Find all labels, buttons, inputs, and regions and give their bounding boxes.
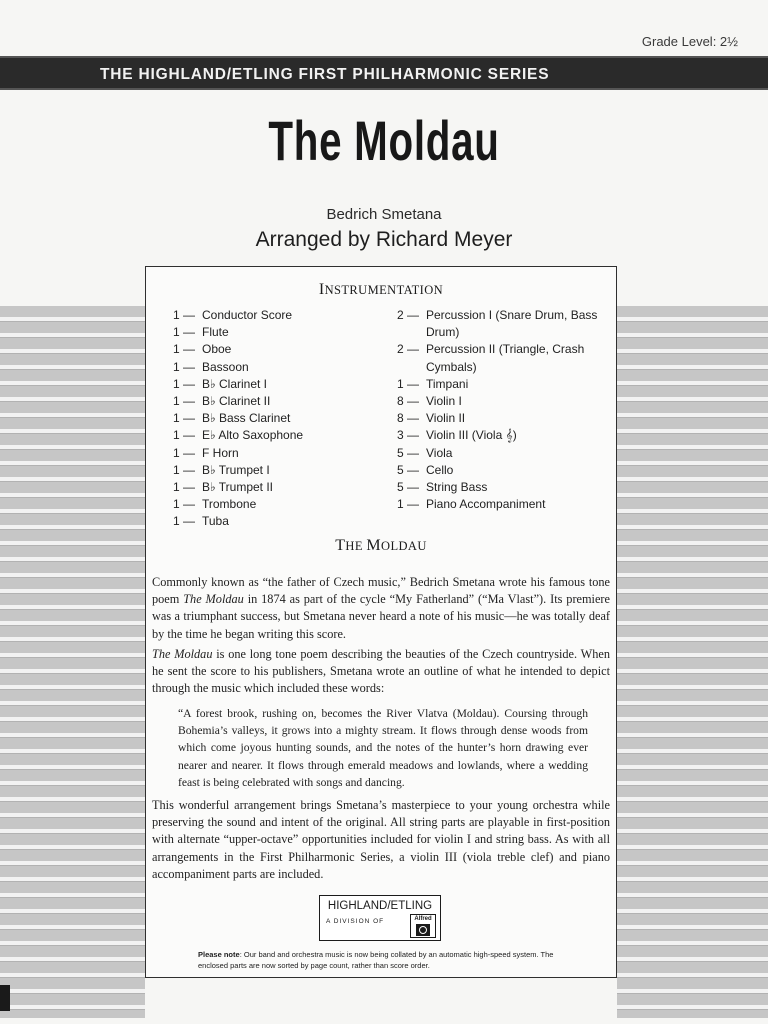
instrument-item: [397, 376, 612, 393]
instrument-count: 1 —: [173, 359, 196, 374]
instrument-count: 5 —: [397, 480, 420, 495]
publisher-name: HIGHLAND/ETLING: [327, 900, 433, 912]
instrument-name: Conductor Score: [202, 308, 293, 322]
instrument-item: [173, 341, 373, 358]
instrument-name: Violin I: [426, 394, 462, 409]
instrument-count: 8 —: [397, 411, 420, 426]
instrument-count: 1 —: [173, 394, 196, 409]
collation-note: Please note: Our band and orchestra music is now being collated by an automatic high-speed system. The enclosed parts are now sorted by page count, rather than score order.: [198, 950, 554, 970]
alfred-logo-icon: Alfred: [410, 914, 436, 938]
instrument-item: [173, 324, 373, 341]
instrument-name: Flute: [202, 325, 229, 340]
info-panel: [145, 266, 617, 978]
instrument-name: Oboe: [202, 342, 232, 357]
instrument-count: 1 —: [173, 428, 196, 443]
instrument-name: Percussion I (Snare Drum, Bass Drum): [426, 308, 598, 340]
right-stripe-decoration: [617, 306, 768, 1018]
instrument-item: [397, 479, 612, 496]
about-heading: THE MOLDAU: [335, 537, 427, 554]
instrument-count: 1 —: [173, 376, 196, 391]
publisher-division: A DIVISION OF: [326, 918, 385, 925]
instrument-count: 8 —: [397, 394, 420, 409]
instrument-name: B♭ Trumpet II: [202, 480, 274, 495]
instrument-item: [173, 445, 373, 462]
instrument-count: 1 —: [173, 411, 196, 426]
instrument-count: 3 —: [397, 428, 420, 443]
page-title: The Moldau: [268, 109, 500, 172]
instrument-name: Tuba: [202, 514, 229, 529]
instrument-item: [397, 410, 612, 427]
instrument-name: Percussion II (Triangle, Crash Cymbals): [426, 342, 585, 374]
arranger: Arranged by Richard Meyer: [255, 228, 513, 251]
instrument-item: [173, 427, 373, 444]
instrument-count: 1 —: [173, 480, 196, 495]
instrument-count: 2 —: [397, 342, 420, 357]
instrument-item: [173, 359, 373, 376]
paragraph-arrangement: This wonderful arrangement brings Smetana’s masterpiece to your young orchestra while preserving the sound and intent of the original. All string parts are playable in first-position with alternate “upper-octave” opportunities included for violin I and string bass. As with all arrangements in the First Philharmonic Series, a violin III (viola treble clef) and piano accompaniment parts are included.: [152, 798, 610, 881]
edge-mark: [0, 985, 10, 1011]
instrumentation-heading: INSTRUMENTATION: [318, 281, 444, 298]
paragraph-description: The Moldau is one long tone poem describing the beauties of the Czech countryside. When he sent the score to his publishers, Smetana wrote an outline of what he intended to depict through the music which included these words:: [152, 647, 610, 696]
instrument-count: 1 —: [173, 462, 196, 477]
instrument-name: Viola: [426, 445, 453, 460]
instrument-list-right: [397, 307, 612, 513]
instrument-count: 1 —: [173, 445, 196, 460]
instrument-count: 1 —: [173, 325, 196, 340]
instrument-name: Trombone: [202, 497, 257, 512]
instrument-item: [173, 410, 373, 427]
instrument-name: String Bass: [426, 480, 488, 495]
instrument-list-left: [173, 307, 373, 531]
instrument-item: [173, 393, 373, 410]
instrument-name: B♭ Trumpet I: [202, 462, 270, 477]
series-title: THE HIGHLAND/ETLING FIRST PHILHARMONIC SERIES: [100, 66, 550, 83]
instrument-name: Bassoon: [202, 359, 249, 374]
instrument-count: 1 —: [397, 376, 420, 391]
instrument-name: B♭ Bass Clarinet: [202, 411, 291, 426]
instrument-count: 1 —: [173, 342, 196, 357]
instrument-count: 5 —: [397, 462, 420, 477]
instrument-count: 1 —: [173, 514, 196, 529]
instrument-item: [173, 376, 373, 393]
instrument-item: [173, 496, 373, 513]
instrument-name: Timpani: [426, 376, 469, 391]
instrument-item: [397, 462, 612, 479]
series-banner: [0, 56, 768, 90]
instrument-item: [173, 513, 373, 530]
paragraph-intro: Commonly known as “the father of Czech music,” Bedrich Smetana wrote his famous tone poem The Moldau in 1874 as part of the cycle “My Fatherland” (“Ma Vlast”). Its premiere was a triumphant success, but Smetana never heard a note of his music—he was totally deaf by the time he began writing this score.: [152, 575, 610, 641]
instrument-name: Cello: [426, 462, 454, 477]
smetana-quote: “A forest brook, rushing on, becomes the River Vlatva (Moldau). Coursing through Bohemia’s valleys, it grows into a mighty stream. It flows through dense woods from which come joyous hunting sounds, and the notes of the hunter’s horn drawing ever nearer and nearer. It flows through emerald meadows and lowlands, where a wedding feast is being celebrated with songs and dancing.: [178, 707, 588, 789]
instrument-count: 5 —: [397, 445, 420, 460]
publisher-logo: [319, 895, 441, 941]
left-stripe-decoration: [0, 306, 145, 1018]
instrument-item: [397, 393, 612, 410]
instrument-item: [397, 427, 612, 444]
instrument-item: [173, 479, 373, 496]
grade-level: Grade Level: 2½: [641, 34, 738, 49]
instrument-count: 1 —: [173, 308, 196, 322]
instrument-item: [173, 307, 373, 324]
instrument-item: [173, 462, 373, 479]
instrument-name: Violin III (Viola 𝄞): [426, 428, 517, 443]
instrument-name: Piano Accompaniment: [426, 497, 546, 512]
instrument-name: F Horn: [202, 445, 239, 460]
instrument-count: 1 —: [173, 497, 196, 512]
instrument-count: 1 —: [397, 497, 420, 512]
instrument-name: B♭ Clarinet II: [202, 394, 271, 409]
instrument-name: E♭ Alto Saxophone: [202, 428, 304, 443]
instrument-name: Violin II: [426, 411, 466, 426]
instrument-count: 2 —: [397, 308, 420, 322]
instrument-item: [397, 341, 612, 375]
composer: Bedrich Smetana: [326, 206, 442, 223]
instrument-item: [397, 496, 612, 513]
instrument-item: [397, 445, 612, 462]
instrument-item: [397, 307, 612, 341]
instrument-name: B♭ Clarinet I: [202, 376, 268, 391]
